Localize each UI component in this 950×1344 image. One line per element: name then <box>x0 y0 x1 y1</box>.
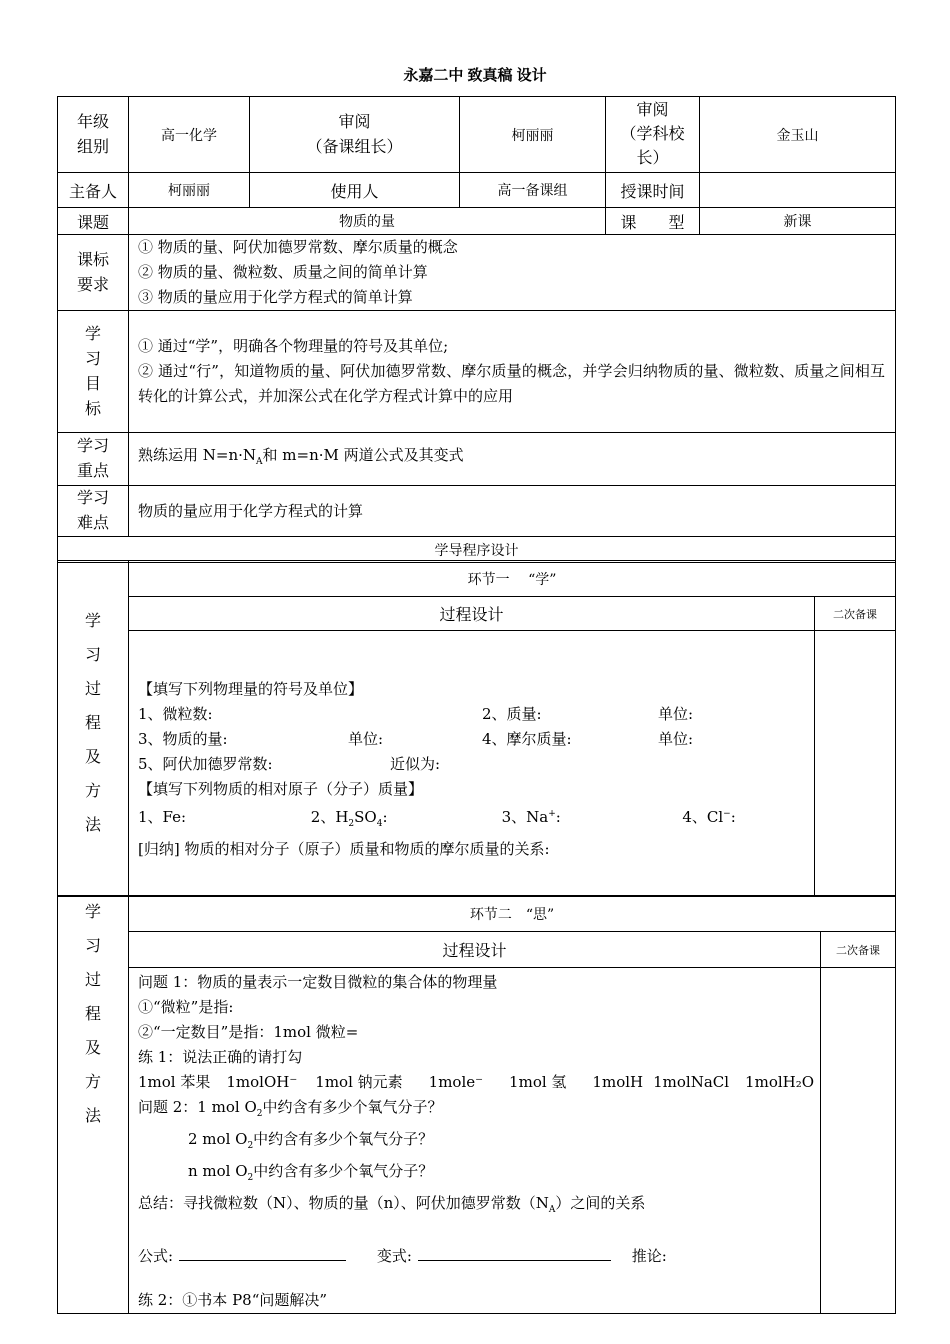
main-preparer-label: 主备人 <box>58 173 129 208</box>
subject-review-value: 金玉山 <box>700 97 896 173</box>
variant-blank[interactable] <box>418 1246 611 1261</box>
program-title: 学导程序设计 <box>58 537 896 563</box>
section-one-table <box>57 560 896 897</box>
time-value <box>700 173 896 208</box>
secondary-prep-header: 二次备课 <box>821 932 896 968</box>
objective-item: ① 通过“学”，明确各个物理量的符号及其单位; <box>138 337 449 355</box>
stage-two-content: 问题 1：物质的量表示一定数目微粒的集合体的物理量 ①“微粒”是指: ②“一定数目”是指：1mol 微粒= 练 1：说法正确的请打勾 1mol 苯果 1molOH⁻ 1mol 钠元素 1mole⁻ 1mol 氢 1molH 1molNaCl 1molH₂O 问题 2：1 mol $O_2$中约含有多少个氧气分子？ 2 mol $O_2$中约含有多少个氧气分子？ n mol $O_2$中约含有多少个氧气分子？ 总结：寻找微粒数（N）、物质的量（n）、阿伏加德罗常数$(N_A)$之间的关系 公式: 变式: 推论: 练 2：①书本 P8“问题解决” <box>129 968 821 1314</box>
standard-item: ② 物质的量、微粒数、质量之间的简单计算 <box>138 263 428 281</box>
standards-list <box>129 235 896 311</box>
standard-item: ① 物质的量、阿伏加德罗常数、摩尔质量的概念 <box>138 238 458 256</box>
lesson-info-table <box>57 96 896 563</box>
standards-label: 课标 要求 <box>58 235 129 311</box>
process-design-header: 过程设计 <box>129 597 815 631</box>
exercise-options: 1mol 苯果 1molOH⁻ 1mol 钠元素 1mole⁻ 1mol 氢 1molH 1molNaCl 1molH₂O <box>138 1073 815 1091</box>
stage-two-title: 环节二 “思” <box>129 896 896 932</box>
document-title: 永嘉二中 致真稿 设计 <box>403 67 547 84</box>
stage-one-title: 环节一 “学” <box>129 561 896 597</box>
section-two-side-label: 学 习 过 程 及 方 法 <box>58 896 129 1314</box>
grade-group-value: 高一化学 <box>129 97 250 173</box>
difficulty-text: 物质的量应用于化学方程式的计算 <box>129 486 896 537</box>
objectives-label: 学 习 目 标 <box>58 311 129 433</box>
secondary-prep-cell <box>821 968 896 1314</box>
section-two-table <box>57 895 896 1314</box>
formula-blank[interactable] <box>179 1246 346 1261</box>
focus-label: 学习 重点 <box>58 433 129 486</box>
objectives-list <box>129 311 896 433</box>
user-value: 高一备课组 <box>460 173 606 208</box>
topic-value: 物质的量 <box>129 208 606 235</box>
secondary-prep-header: 二次备课 <box>815 597 896 631</box>
process-design-header: 过程设计 <box>129 932 821 968</box>
topic-label: 课题 <box>58 208 129 235</box>
review-label: 审阅 （备课组长） <box>250 97 460 173</box>
type-value: 新课 <box>700 208 896 235</box>
main-preparer-value: 柯丽丽 <box>129 173 250 208</box>
objective-item: ② 通过“行”，知道物质的量、阿伏加德罗常数、摩尔质量的概念，并学会归纳物质的量、微粒数、质量之间相互转化的计算公式，并加深公式在化学方程式计算中的应用 <box>138 362 885 405</box>
type-label: 课 型 <box>606 208 700 235</box>
secondary-prep-cell <box>815 631 896 897</box>
user-label: 使用人 <box>250 173 460 208</box>
grade-group-label: 年级 组别 <box>58 97 129 173</box>
review-value: 柯丽丽 <box>460 97 606 173</box>
stage-one-content: 【填写下列物理量的符号及单位】 1、微粒数: 2、质量: 单位: 3、物质的量: 单位: 4、摩尔质量: 单位: 5、阿伏加德罗常数: 近似为: 【填写下列物质的相对原子（分子）质量】 1、Fe: 2、$H_2SO_4$: 3、Na+: 4、Cl−: [归纳] 物质的相对分子（原子）质量和物质的摩尔质量的关系: <box>129 631 815 897</box>
focus-text: 熟练运用 $N=n\cdot N_A$和 m=n·M 两道公式及其变式 <box>129 433 896 486</box>
subject-review-label: 审阅 （学科校 长） <box>606 97 700 173</box>
standard-item: ③ 物质的量应用于化学方程式的简单计算 <box>138 288 413 306</box>
difficulty-label: 学习 难点 <box>58 486 129 537</box>
time-label: 授课时间 <box>606 173 700 208</box>
section-one-side-label: 学 习 过 程 及 方 法 <box>58 561 129 897</box>
